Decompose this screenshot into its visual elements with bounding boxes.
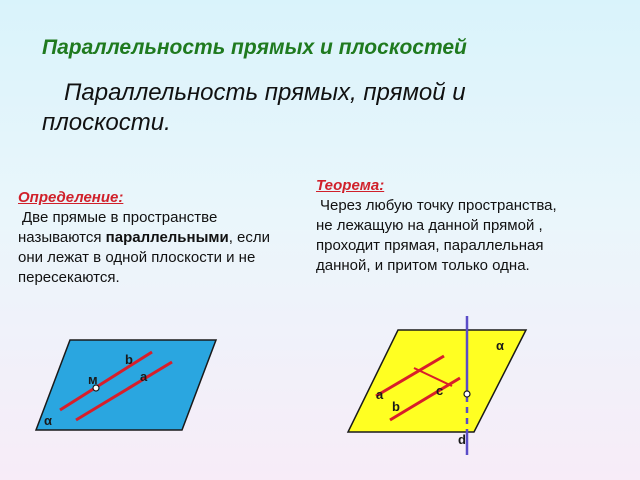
label-a-left: a xyxy=(140,369,148,384)
figure-theorem xyxy=(348,316,526,455)
label-alpha-left: α xyxy=(44,413,52,428)
label-c: c xyxy=(436,383,444,398)
theorem-heading: Теорема: xyxy=(316,177,385,194)
definition-term: параллельными xyxy=(105,229,229,246)
slide-title: Параллельность прямых и плоскостей xyxy=(42,36,467,59)
label-alpha-right: α xyxy=(496,338,504,353)
definition-heading: Определение: xyxy=(18,189,124,206)
label-m: м xyxy=(88,372,98,387)
point-on-d xyxy=(464,391,470,397)
definition-text-start: Две прямые в пространстве называются xyxy=(18,209,218,246)
theorem-text: Через любую точку пространства, не лежащую на данной прямой , проходит прямая, параллельная данной, и притом только одна. xyxy=(316,197,557,274)
label-d: d xyxy=(458,432,466,447)
slide-subtitle: Параллельность прямых, прямой и плоскости. xyxy=(42,79,466,136)
definition-text-end: , если они лежат в одной плоскости и не пересекаются. xyxy=(18,229,271,286)
label-a-right: a xyxy=(376,387,384,402)
label-b-left: b xyxy=(125,352,133,367)
figure-parallel-lines xyxy=(36,340,216,430)
label-b-right: b xyxy=(392,399,400,414)
